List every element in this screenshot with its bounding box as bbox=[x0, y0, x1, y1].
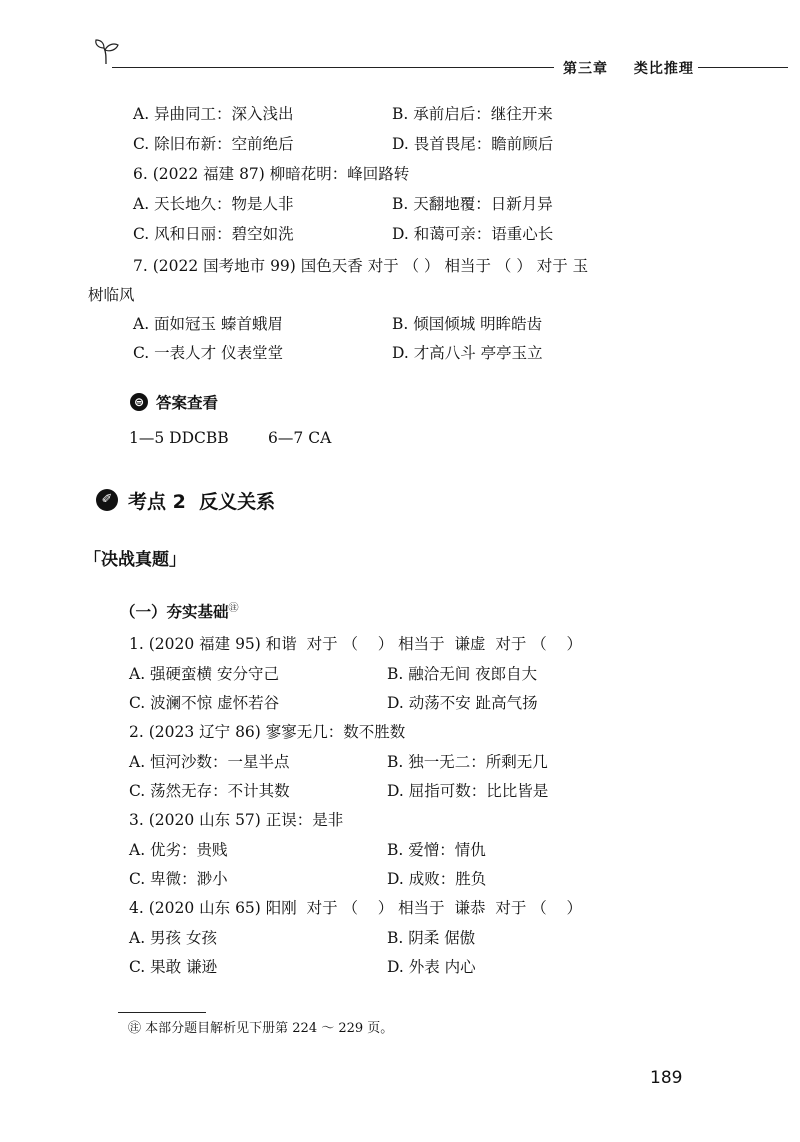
answers-text: 1—5 DDCBB 6—7 CA bbox=[129, 429, 332, 447]
question-2-option-d: D. 屈指可数：比比皆是 bbox=[387, 782, 549, 800]
q7-option-b: B. 倾国倾城 明眸皓齿 bbox=[392, 315, 543, 333]
footnote-rule bbox=[118, 1012, 206, 1013]
footnote-mark: ㊟ bbox=[128, 1021, 142, 1036]
question-2-stem: 2. (2023 辽宁 86) 寥寥无几：数不胜数 bbox=[129, 723, 406, 741]
footnote bbox=[128, 1020, 393, 1038]
q6-option-c: C. 风和日丽：碧空如洗 bbox=[133, 225, 294, 243]
question-1-stem: 1. (2020 福建 95) 和谐 对于 （ ） 相当于 谦虚 对于 （ ） bbox=[129, 635, 583, 653]
question-1-option-d: D. 动荡不安 趾高气扬 bbox=[387, 694, 538, 712]
header-rule-right bbox=[698, 67, 788, 68]
q5-option-c: C. 除旧布新：空前绝后 bbox=[133, 135, 294, 153]
page-number: 189 bbox=[650, 1068, 683, 1088]
q5-option-d: D. 畏首畏尾：瞻前顾后 bbox=[392, 135, 554, 153]
question-1-option-c: C. 波澜不惊 虚怀若谷 bbox=[129, 694, 280, 712]
footnote-text: 本部分题目解析见下册第 224 ～ 229 页。 bbox=[145, 1021, 394, 1036]
sprout-icon bbox=[92, 38, 126, 66]
question-1-option-a: A. 强硬蛮横 安分守己 bbox=[129, 665, 279, 683]
header-chapter bbox=[563, 58, 694, 78]
question-4-option-b: B. 阴柔 倨傲 bbox=[387, 929, 476, 947]
q6-stem: 6. (2022 福建 87) 柳暗花明：峰回路转 bbox=[133, 165, 410, 183]
question-2-option-a: A. 恒河沙数：一星半点 bbox=[129, 753, 290, 771]
subsection-footnote-mark: ㊟ bbox=[228, 603, 239, 614]
header-chapter-number: 第三章 bbox=[563, 61, 608, 77]
q5-option-b: B. 承前启后：继往开来 bbox=[392, 105, 553, 123]
question-3-option-b: B. 爱憎：情仇 bbox=[387, 841, 486, 859]
header-rule-left bbox=[112, 67, 554, 68]
header-chapter-title: 类比推理 bbox=[633, 61, 694, 77]
q7-option-c: C. 一表人才 仪表堂堂 bbox=[133, 344, 284, 362]
q6-option-d: D. 和蔼可亲：语重心长 bbox=[392, 225, 554, 243]
q6-option-a: A. 天长地久：物是人非 bbox=[133, 195, 294, 213]
question-3-option-a: A. 优劣：贵贱 bbox=[129, 841, 228, 859]
pencil-icon: ✐ bbox=[96, 489, 118, 511]
section-title: 考点 2 反义关系 bbox=[128, 491, 276, 513]
question-3-stem: 3. (2020 山东 57) 正误：是非 bbox=[129, 811, 344, 829]
q7-stem-line2: 树临风 bbox=[88, 286, 135, 304]
juezhan-title: 「决战真题」 bbox=[84, 550, 186, 570]
q7-stem-line1: 7. (2022 国考地市 99) 国色天香 对于 （ ） 相当于 （ ） 对于 玉 bbox=[133, 257, 589, 275]
question-2-option-b: B. 独一无二：所剩无几 bbox=[387, 753, 548, 771]
question-3-option-d: D. 成败：胜负 bbox=[387, 870, 487, 888]
q7-option-d: D. 才高八斗 亭亭玉立 bbox=[392, 344, 543, 362]
question-1-option-b: B. 融洽无间 夜郎自大 bbox=[387, 665, 538, 683]
subsection-title bbox=[120, 599, 239, 622]
question-3-option-c: C. 卑微：渺小 bbox=[129, 870, 228, 888]
answers-title: 答案查看 bbox=[156, 394, 219, 412]
question-4-option-c: C. 果敢 谦逊 bbox=[129, 958, 218, 976]
question-4-option-a: A. 男孩 女孩 bbox=[129, 929, 217, 947]
q5-option-a: A. 异曲同工：深入浅出 bbox=[133, 105, 294, 123]
subsection-title-text: （一）夯实基础 bbox=[120, 603, 229, 622]
q7-option-a: A. 面如冠玉 螓首蛾眉 bbox=[133, 315, 283, 333]
answer-icon: ⊜ bbox=[130, 393, 148, 411]
question-2-option-c: C. 荡然无存：不计其数 bbox=[129, 782, 290, 800]
q6-option-b: B. 天翻地覆：日新月异 bbox=[392, 195, 553, 213]
question-4-option-d: D. 外表 内心 bbox=[387, 958, 476, 976]
question-4-stem: 4. (2020 山东 65) 阳刚 对于 （ ） 相当于 谦恭 对于 （ ） bbox=[129, 899, 583, 917]
